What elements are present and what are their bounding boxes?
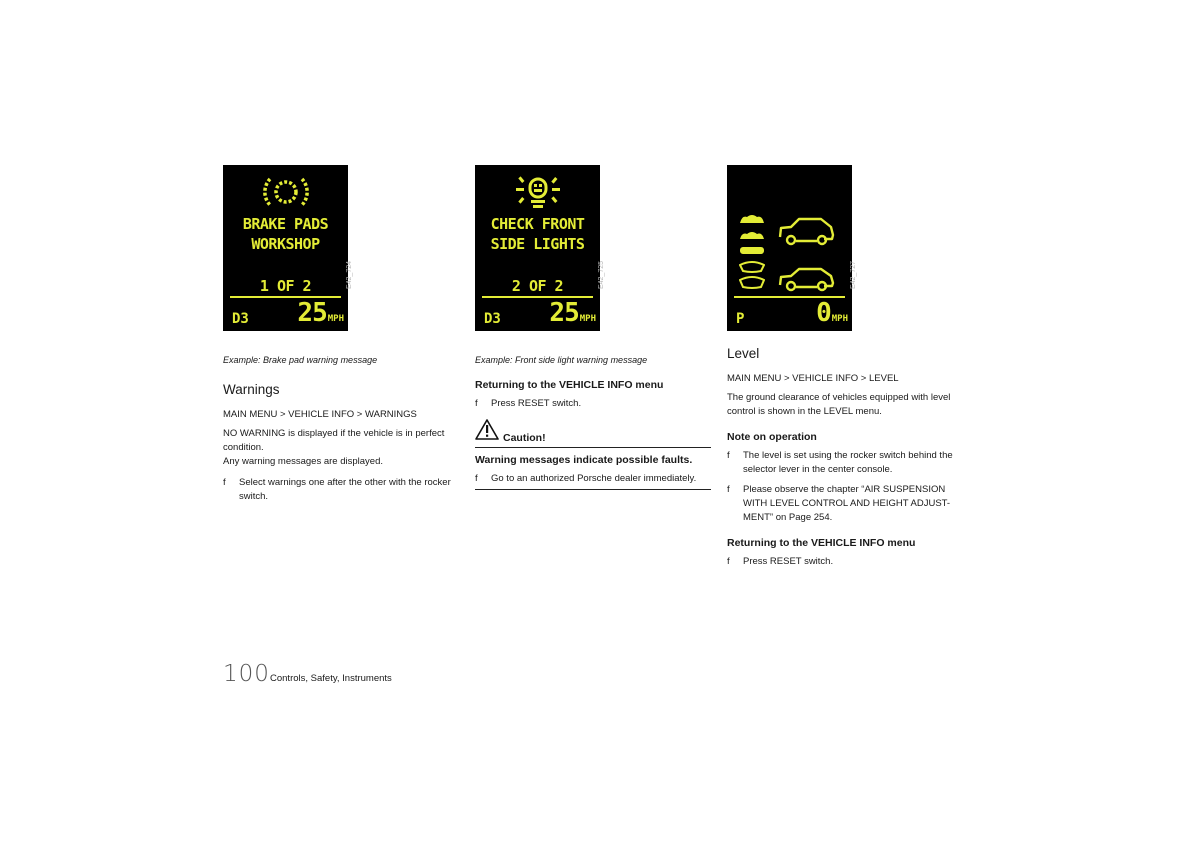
display-page-indicator: 2 OF 2 bbox=[511, 277, 564, 295]
section-heading: Warnings bbox=[223, 382, 280, 397]
figure-code: E42_725 bbox=[598, 261, 605, 290]
display-line-2: SIDE LIGHTS bbox=[490, 235, 585, 253]
caution-box bbox=[475, 419, 711, 448]
display-speed bbox=[549, 298, 596, 328]
step-bullet: f bbox=[727, 556, 730, 567]
step-text: The level is set using the rocker switch behind the selector lever in the center console. bbox=[743, 450, 953, 475]
page-number: 100 bbox=[223, 661, 270, 687]
step-bullet: f bbox=[223, 477, 226, 488]
display-line-2: WORKSHOP bbox=[251, 235, 320, 253]
speed-value: 0 bbox=[816, 298, 831, 328]
section-heading: Level bbox=[727, 346, 760, 361]
step-bullet: f bbox=[727, 484, 730, 495]
display-gear: D3 bbox=[484, 311, 501, 327]
figure-caption: Example: Front side light warning message bbox=[475, 355, 648, 365]
subheading-return: Returning to the VEHICLE INFO menu bbox=[727, 537, 916, 549]
caution-end-rule bbox=[475, 489, 711, 490]
figure-code: E42_724 bbox=[346, 261, 353, 290]
display-gear: P bbox=[736, 311, 745, 327]
instruction-step bbox=[223, 476, 459, 504]
step-text: Press RESET switch. bbox=[743, 556, 834, 567]
step-text: Select warnings one after the other with the rocker switch. bbox=[239, 477, 451, 502]
caution-label: Caution! bbox=[503, 432, 546, 444]
level-column bbox=[727, 165, 963, 567]
warnings-column bbox=[223, 165, 459, 502]
brake-pad-display bbox=[223, 165, 353, 331]
instruction-step bbox=[475, 472, 711, 486]
instruction-step bbox=[727, 555, 963, 569]
level-display bbox=[727, 165, 857, 331]
display-line-1: CHECK FRONT bbox=[490, 215, 585, 233]
paragraph-no-warning: NO WARNING is displayed if the vehicle is in perfect condition. bbox=[223, 428, 445, 453]
step-bullet: f bbox=[475, 398, 478, 409]
caution-triangle-icon bbox=[475, 419, 499, 445]
instruction-step bbox=[475, 397, 711, 411]
section-title: Controls, Safety, Instruments bbox=[270, 673, 392, 684]
speed-unit: MPH bbox=[579, 314, 596, 324]
figure-code: E42_727 bbox=[850, 261, 857, 290]
paragraph-level: The ground clearance of vehicles equipped with level control is shown in the LEVEL menu. bbox=[727, 392, 951, 417]
speed-unit: MPH bbox=[831, 314, 848, 324]
subheading-note: Note on operation bbox=[727, 431, 817, 443]
level-bars-icon bbox=[739, 213, 765, 295]
display-speed bbox=[816, 298, 848, 328]
caution-heading: Warning messages indicate possible faults. bbox=[475, 454, 693, 466]
display-speed bbox=[297, 298, 344, 328]
speed-value: 25 bbox=[549, 298, 579, 328]
step-text: Press RESET switch. bbox=[491, 398, 582, 409]
step-bullet: f bbox=[475, 473, 478, 484]
menu-path: MAIN MENU > VEHICLE INFO > LEVEL bbox=[727, 373, 899, 384]
display-line-1: BRAKE PADS bbox=[242, 215, 329, 233]
car-level-icon bbox=[777, 215, 837, 299]
instruction-step bbox=[727, 449, 963, 477]
sidelights-column bbox=[475, 165, 711, 484]
side-light-warning-icon bbox=[475, 173, 600, 211]
speed-unit: MPH bbox=[327, 314, 344, 324]
side-light-display bbox=[475, 165, 605, 331]
figure-caption: Example: Brake pad warning message bbox=[223, 355, 378, 365]
subheading-return: Returning to the VEHICLE INFO menu bbox=[475, 379, 664, 391]
speed-value: 25 bbox=[297, 298, 327, 328]
display-page-indicator: 1 OF 2 bbox=[259, 277, 312, 295]
paragraph-messages: Any warning messages are displayed. bbox=[223, 456, 384, 467]
step-text: Please observe the chapter “AIR SUSPENSION WITH LEVEL CONTROL AND HEIGHT ADJUST-MENT” on Page 254. bbox=[743, 484, 951, 523]
step-bullet: f bbox=[727, 450, 730, 461]
display-gear: D3 bbox=[232, 311, 249, 327]
instruction-step bbox=[727, 483, 963, 525]
menu-path: MAIN MENU > VEHICLE INFO > WARNINGS bbox=[223, 409, 417, 420]
brake-pad-warning-icon bbox=[223, 175, 348, 209]
step-text: Go to an authorized Porsche dealer immediately. bbox=[491, 473, 697, 484]
